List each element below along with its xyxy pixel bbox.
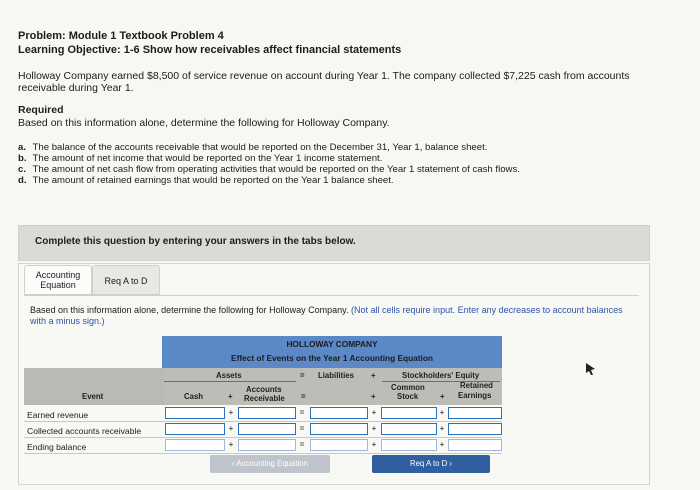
- ar-input-ending-balance[interactable]: [238, 439, 296, 451]
- cash-ar-plus: +: [228, 392, 233, 401]
- retained-earnings-input-ending-balance[interactable]: [448, 439, 502, 451]
- tab-instructions: Based on this information alone, determine the following for Holloway Company. (Not all cells require input. Enter any decreases to account balances with a minus sign.): [30, 305, 623, 326]
- row3-plus-3: +: [439, 440, 445, 449]
- required-text: Based on this information alone, determine the following for Holloway Company.: [18, 117, 390, 129]
- row2-plus-3: +: [439, 424, 445, 433]
- retained-earnings-header-1: Retained: [460, 381, 493, 390]
- required-item-c: c. The amount of net cash flow from operating activities that would be reported on the Year 1 statement of cash flows.: [18, 164, 520, 175]
- liabilities-input-collected-ar[interactable]: [310, 423, 368, 435]
- ar-input-earned-revenue[interactable]: [238, 407, 296, 419]
- assets-rule: [164, 381, 296, 382]
- common-stock-input-earned-revenue[interactable]: [381, 407, 437, 419]
- stock-plus: +: [440, 392, 445, 401]
- complete-instructions-box: [18, 225, 650, 261]
- required-item-a: a. The balance of the accounts receivable that would be reported on the December 31, Year 1, balance sheet.: [18, 142, 488, 153]
- row1-plus-2: +: [371, 408, 377, 417]
- common-stock-header-1: Common: [391, 383, 425, 392]
- required-item-d: d. The amount of retained earnings that would be reported on the Year 1 balance sheet.: [18, 175, 394, 186]
- row1-equals: =: [299, 408, 305, 417]
- instructions-note: (Not all cells require input. Enter any decreases to account balances with a minus sign.): [30, 305, 623, 326]
- header-plus: +: [371, 371, 376, 380]
- chevron-right-icon: ›: [449, 459, 453, 468]
- complete-instructions: Complete this question by entering your answers in the tabs below.: [35, 236, 356, 247]
- tab-req-a-to-d[interactable]: Req A to D: [92, 265, 160, 295]
- ar-input-collected-ar[interactable]: [238, 423, 296, 435]
- ar-equals: =: [301, 392, 306, 401]
- row3-plus: +: [228, 440, 234, 449]
- liabilities-input-earned-revenue[interactable]: [310, 407, 368, 419]
- previous-tab-button[interactable]: ‹ Accounting Equation: [210, 455, 330, 473]
- retained-earnings-input-earned-revenue[interactable]: [448, 407, 502, 419]
- event-header: Event: [82, 392, 104, 401]
- required-heading: Required: [18, 104, 64, 116]
- accounts-receivable-header-2: Receivable: [244, 394, 285, 403]
- row2-equals: =: [299, 424, 305, 433]
- common-stock-input-collected-ar[interactable]: [381, 423, 437, 435]
- row-label-earned-revenue: Earned revenue: [27, 410, 89, 420]
- mouse-cursor-icon: [585, 362, 597, 376]
- next-tab-button[interactable]: Req A to D ›: [372, 455, 490, 473]
- row2-plus-2: +: [371, 424, 377, 433]
- stockholders-equity-header: Stockholders' Equity: [402, 371, 480, 380]
- accounts-receivable-header-1: Accounts: [246, 385, 282, 394]
- row2-plus: +: [228, 424, 234, 433]
- row1-plus-3: +: [439, 408, 445, 417]
- row3-equals: =: [299, 440, 305, 449]
- tab-accounting-equation[interactable]: Accounting Equation: [24, 265, 92, 295]
- required-item-b: b. The amount of net income that would be reported on the Year 1 income statement.: [18, 153, 383, 164]
- cash-input-ending-balance[interactable]: [165, 439, 225, 451]
- table-subtitle: Effect of Events on the Year 1 Accounting Equation: [231, 353, 433, 363]
- liab-plus: +: [371, 392, 376, 401]
- assets-header: Assets: [216, 371, 242, 380]
- common-stock-input-ending-balance[interactable]: [381, 439, 437, 451]
- row-label-ending-balance: Ending balance: [27, 442, 87, 452]
- cash-input-earned-revenue[interactable]: [165, 407, 225, 419]
- row3-plus-2: +: [371, 440, 377, 449]
- cash-header: Cash: [184, 392, 204, 401]
- retained-earnings-header-2: Earnings: [458, 391, 492, 400]
- table-company-title: HOLLOWAY COMPANY: [286, 339, 378, 349]
- learning-objective: Learning Objective: 1-6 Show how receivables affect financial statements: [18, 44, 402, 56]
- chevron-left-icon: ‹: [232, 459, 235, 468]
- row-label-collected-ar: Collected accounts receivable: [27, 426, 142, 436]
- problem-intro: Holloway Company earned $8,500 of service revenue on account during Year 1. The company collected $7,225 cash from accounts receivable during Year 1.: [18, 70, 630, 94]
- retained-earnings-input-collected-ar[interactable]: [448, 423, 502, 435]
- required-list: [18, 142, 520, 186]
- cash-input-collected-ar[interactable]: [165, 423, 225, 435]
- liabilities-input-ending-balance[interactable]: [310, 439, 368, 451]
- tabs-divider: [24, 295, 639, 296]
- row1-plus: +: [228, 408, 234, 417]
- liabilities-header: Liabilities: [318, 371, 354, 380]
- problem-title: Problem: Module 1 Textbook Problem 4: [18, 30, 224, 42]
- common-stock-header-2: Stock: [397, 392, 419, 401]
- header-equals: =: [300, 371, 305, 380]
